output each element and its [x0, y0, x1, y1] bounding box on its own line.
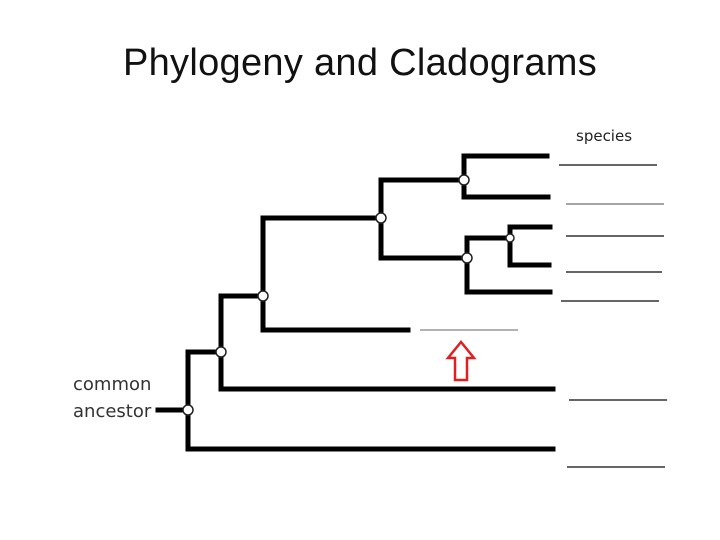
branch-species-7 — [221, 352, 553, 389]
branch-species-1 — [464, 156, 547, 180]
up-arrow-outline-icon — [448, 342, 474, 380]
branch-node-e-upper — [467, 238, 510, 258]
branch-node-a-upper — [221, 296, 263, 352]
branch-species-8 — [188, 410, 553, 449]
node-e — [462, 253, 472, 263]
branch-node-c-upper — [381, 180, 464, 218]
common-ancestor-label-line1: common — [73, 374, 152, 395]
species-column-header: species — [576, 127, 633, 145]
branch-node-c-lower — [381, 218, 467, 258]
node-f — [506, 234, 514, 242]
species-blank-lines — [420, 165, 667, 467]
node-root — [183, 405, 193, 415]
branch-species-4 — [510, 238, 549, 265]
branch-species-2 — [464, 180, 548, 197]
slide-title: Phylogeny and Cladograms — [122, 42, 598, 84]
branch-missing-species — [263, 296, 408, 330]
node-d — [459, 175, 469, 185]
branch-species-3 — [510, 227, 550, 238]
common-ancestor-label-line2: ancestor — [73, 401, 152, 422]
node-c — [376, 213, 386, 223]
branch-node-b-upper — [263, 218, 381, 296]
node-a — [216, 347, 226, 357]
branch-root-upper — [188, 352, 221, 410]
node-b — [258, 291, 268, 301]
cladogram-branches — [158, 156, 553, 449]
